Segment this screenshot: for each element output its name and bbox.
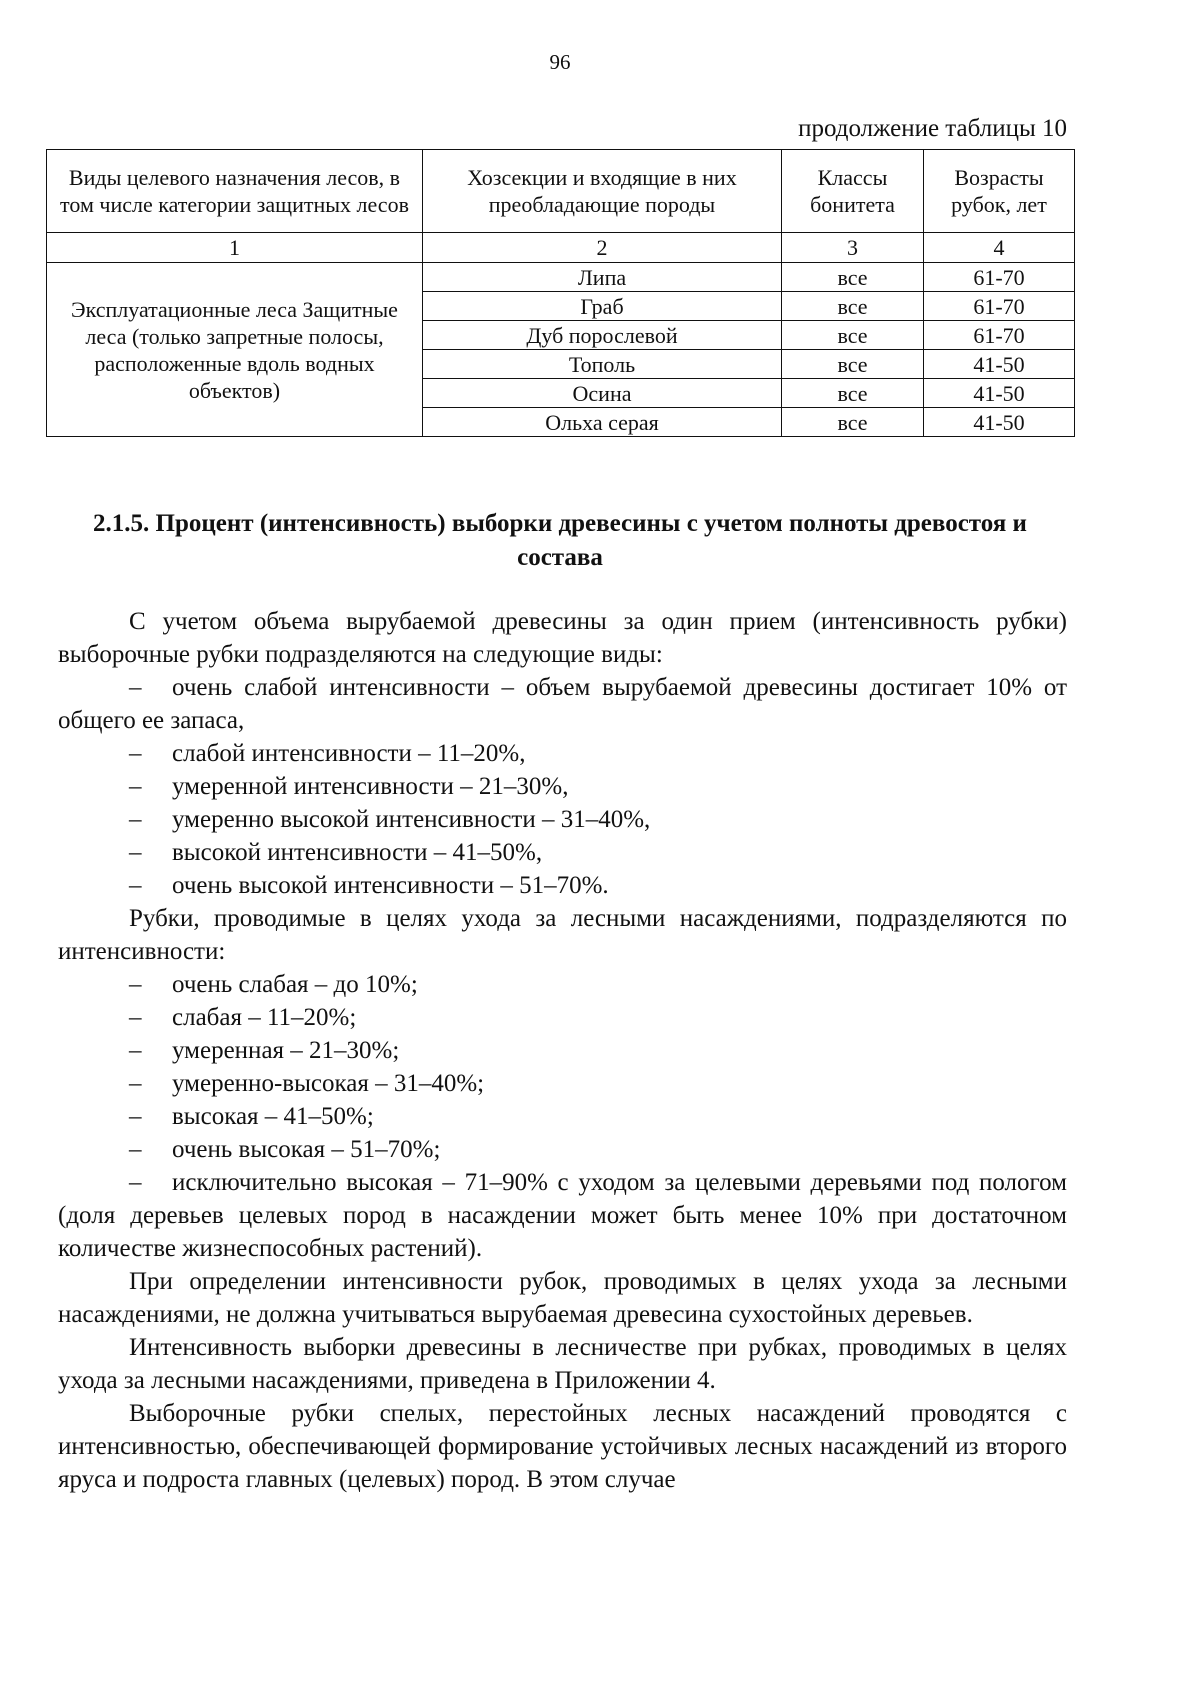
quality-class-cell: все — [782, 379, 924, 408]
list-item — [58, 1100, 1067, 1133]
felling-age-cell: 41-50 — [924, 408, 1075, 437]
felling-age-cell: 61-70 — [924, 321, 1075, 350]
species-cell: Осина — [423, 379, 782, 408]
header-felling-age: Возрасты рубок, лет — [924, 150, 1075, 233]
dash-bullet: – — [129, 872, 142, 899]
list-item — [58, 836, 1067, 869]
table-row — [47, 263, 1075, 292]
quality-class-cell: все — [782, 408, 924, 437]
list-item — [58, 671, 1067, 737]
list-item — [58, 1001, 1067, 1034]
list-item — [58, 1133, 1067, 1166]
list-item — [58, 1034, 1067, 1067]
list-item-text: слабая – 11–20%; — [172, 1004, 357, 1031]
column-number: 4 — [924, 233, 1075, 263]
header-species: Хозсекции и входящие в них преобладающие породы — [423, 150, 782, 233]
header-quality-class: Классы бонитета — [782, 150, 924, 233]
dash-bullet: – — [129, 806, 142, 833]
dash-bullet: – — [129, 1037, 142, 1064]
list-item-text: исключительно высокая – 71–90% с уходом за целевыми деревьями под пологом (доля деревьев целевых пород в насаждении может быть менее 10% при достаточном количестве жизнеспособных растений). — [58, 1169, 1067, 1262]
list-item — [58, 803, 1067, 836]
species-cell: Тополь — [423, 350, 782, 379]
felling-age-cell: 41-50 — [924, 379, 1075, 408]
list-item-text: умеренная – 21–30%; — [172, 1037, 400, 1064]
dash-bullet: – — [129, 674, 142, 701]
body-text — [58, 605, 1067, 1496]
table-continuation-label: продолжение таблицы 10 — [798, 115, 1067, 142]
list-item-text: очень слабая – до 10%; — [172, 971, 418, 998]
list-item — [58, 968, 1067, 1001]
list-item — [58, 1067, 1067, 1100]
species-cell: Дуб порослевой — [423, 321, 782, 350]
quality-class-cell: все — [782, 263, 924, 292]
dash-bullet: – — [129, 1070, 142, 1097]
species-cell: Ольха серая — [423, 408, 782, 437]
dash-bullet: – — [129, 773, 142, 800]
header-forest-purpose: Виды целевого назначения лесов, в том числе категории защитных лесов — [47, 150, 423, 233]
forest-category-cell: Эксплуатационные леса Защитные леса (только запретные полосы, расположенные вдоль водных объектов) — [47, 263, 423, 437]
list-item-text: умеренно-высокая – 31–40%; — [172, 1070, 485, 1097]
quality-class-cell: все — [782, 292, 924, 321]
section-heading: 2.1.5. Процент (интенсивность) выборки древесины с учетом полноты древостоя и состава — [93, 510, 1027, 571]
list-item — [58, 770, 1067, 803]
paragraph: При определении интенсивности рубок, проводимых в целях ухода за лесными насаждениями, не должна учитываться вырубаемая древесина сухостойных деревьев. — [58, 1268, 1067, 1328]
list-item-text: слабой интенсивности – 11–20%, — [172, 740, 526, 767]
list-item-text: очень высокая – 51–70%; — [172, 1136, 441, 1163]
paragraph: Рубки, проводимые в целях ухода за лесными насаждениями, подразделяются по интенсивности: — [58, 905, 1067, 965]
felling-age-cell: 61-70 — [924, 263, 1075, 292]
dash-bullet: – — [129, 1004, 142, 1031]
column-number: 3 — [782, 233, 924, 263]
list-item-text: очень слабой интенсивности – объем вырубаемой древесины достигает 10% от общего ее запаса, — [58, 674, 1067, 734]
list-item-text: высокая – 41–50%; — [172, 1103, 374, 1130]
dash-bullet: – — [129, 971, 142, 998]
list-item-text: высокой интенсивности – 41–50%, — [172, 839, 543, 866]
dash-bullet: – — [129, 1136, 142, 1163]
list-item-text: умеренно высокой интенсивности – 31–40%, — [172, 806, 651, 833]
list-item-text: умеренной интенсивности – 21–30%, — [172, 773, 569, 800]
quality-class-cell: все — [782, 321, 924, 350]
list-item — [58, 1166, 1067, 1265]
dash-bullet: – — [129, 1103, 142, 1130]
column-number-row — [47, 233, 1075, 263]
paragraph: С учетом объема вырубаемой древесины за один прием (интенсивность рубки) выборочные рубки подразделяются на следующие виды: — [58, 608, 1067, 668]
paragraph: Выборочные рубки спелых, перестойных лесных насаждений проводятся с интенсивностью, обеспечивающей формирование устойчивых лесных насаждений из второго яруса и подроста главных (целевых) пород. В этом случае — [58, 1400, 1067, 1493]
species-cell: Граб — [423, 292, 782, 321]
column-number: 2 — [423, 233, 782, 263]
paragraph: Интенсивность выборки древесины в лесничестве при рубках, проводимых в целях ухода за лесными насаждениями, приведена в Приложении 4. — [58, 1334, 1067, 1394]
felling-age-cell: 41-50 — [924, 350, 1075, 379]
felling-age-cell: 61-70 — [924, 292, 1075, 321]
column-number: 1 — [47, 233, 423, 263]
dash-bullet: – — [129, 839, 142, 866]
quality-class-cell: все — [782, 350, 924, 379]
table-header-row — [47, 150, 1075, 233]
list-item — [58, 737, 1067, 770]
dash-bullet: – — [129, 1169, 142, 1196]
species-cell: Липа — [423, 263, 782, 292]
forest-table — [46, 149, 1075, 437]
dash-bullet: – — [129, 740, 142, 767]
list-item-text: очень высокой интенсивности – 51–70%. — [172, 872, 609, 899]
list-item — [58, 869, 1067, 902]
page-number: 96 — [549, 50, 571, 74]
